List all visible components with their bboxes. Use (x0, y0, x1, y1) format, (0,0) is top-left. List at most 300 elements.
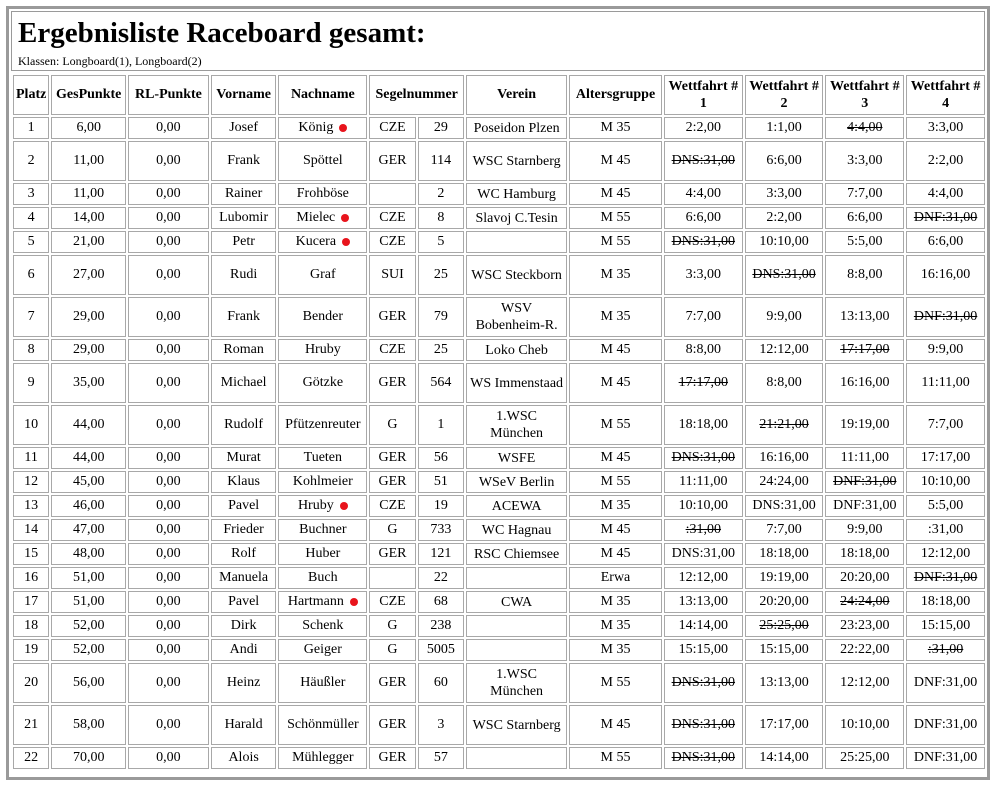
cell-gespunkte (51, 447, 126, 469)
cell-nachname (278, 615, 367, 637)
cell-wettfahrt-3-text: 4:4,00 (847, 120, 883, 135)
cell-wettfahrt-4 (906, 231, 985, 253)
cell-wettfahrt-2 (745, 141, 824, 181)
cell-segelnummer-text: 79 (433, 309, 448, 324)
cell-rl-punkte (128, 747, 209, 769)
cell-rl-punkte (128, 663, 209, 703)
cell-altersgruppe (569, 519, 662, 541)
cell-segelnummer-text: 60 (433, 675, 448, 690)
cell-gespunkte-text: 58,00 (72, 717, 105, 732)
cell-wettfahrt-3-text: 16:16,00 (840, 375, 890, 390)
cell-wettfahrt-2-text: 16:16,00 (759, 450, 809, 465)
cell-gespunkte-text: 29,00 (72, 309, 105, 324)
cell-altersgruppe (569, 495, 662, 517)
cell-altersgruppe-text: M 55 (600, 210, 631, 225)
cell-gespunkte-text: 70,00 (72, 750, 105, 765)
table-row (13, 591, 985, 613)
cell-nation-text: CZE (379, 342, 406, 357)
page-title: Ergebnisliste Raceboard gesamt: (18, 17, 426, 49)
cell-nation (369, 747, 415, 769)
cell-vorname (211, 567, 277, 589)
cell-wettfahrt-2-text: 20:20,00 (759, 594, 809, 609)
cell-platz-text: 22 (24, 750, 39, 765)
cell-wettfahrt-2 (745, 471, 824, 493)
cell-gespunkte (51, 339, 126, 361)
cell-nation (369, 705, 415, 745)
table-row (13, 405, 985, 445)
cell-rl-punkte (128, 705, 209, 745)
cell-gespunkte (51, 663, 126, 703)
cell-segelnummer (418, 447, 464, 469)
cell-verein-text: 1.WSC München (490, 409, 544, 441)
table-row (13, 663, 985, 703)
cell-rl-punkte-text: 0,00 (156, 642, 181, 657)
cell-gespunkte-text: 46,00 (72, 498, 105, 513)
cell-gespunkte (51, 495, 126, 517)
table-row (13, 615, 985, 637)
col-header-rl-punkte: RL-Punkte (128, 75, 209, 115)
cell-vorname (211, 705, 277, 745)
cell-segelnummer (418, 591, 464, 613)
cell-verein (466, 141, 567, 181)
cell-verein (466, 663, 567, 703)
cell-wettfahrt-4 (906, 405, 985, 445)
cell-platz-text: 6 (27, 267, 35, 282)
cell-nation-text: SUI (381, 267, 404, 282)
cell-altersgruppe (569, 405, 662, 445)
cell-verein-text: WS Immenstaad (470, 375, 564, 391)
cell-segelnummer-text: 68 (433, 594, 448, 609)
cell-wettfahrt-1-text: 4:4,00 (685, 186, 722, 201)
cell-nation-text: G (387, 522, 398, 537)
cell-rl-punkte-text: 0,00 (156, 234, 181, 249)
cell-wettfahrt-3-text: 10:10,00 (840, 717, 890, 732)
cell-platz (13, 297, 49, 337)
cell-vorname (211, 117, 277, 139)
cell-gespunkte-text: 52,00 (72, 642, 105, 657)
cell-wettfahrt-1-text: DNS:31,00 (671, 546, 736, 561)
cell-wettfahrt-1-text: :31,00 (685, 522, 722, 537)
col-header-wettfahrt-3: Wettfahrt # 3 (825, 75, 904, 115)
cell-verein-text: Slavoj C.Tesin (475, 210, 558, 226)
cell-altersgruppe-text: M 45 (600, 153, 631, 168)
cell-nation-text: GER (378, 309, 407, 324)
cell-wettfahrt-4-text: 6:6,00 (927, 234, 964, 249)
cell-wettfahrt-2-text: 2:2,00 (766, 210, 802, 225)
cell-wettfahrt-1-text: DNS:31,00 (671, 717, 736, 732)
cell-nachname-text: Schenk (302, 618, 344, 633)
header-row (13, 75, 985, 115)
cell-vorname (211, 255, 277, 295)
cell-segelnummer-text: 733 (430, 522, 452, 537)
cell-wettfahrt-4 (906, 207, 985, 229)
cell-vorname (211, 339, 277, 361)
cell-nachname-text: Hruby (304, 342, 341, 357)
cell-vorname-text: Pavel (228, 594, 260, 609)
cell-rl-punkte (128, 471, 209, 493)
cell-wettfahrt-1 (664, 183, 743, 205)
cell-wettfahrt-2-text: 9:9,00 (766, 309, 802, 324)
cell-nation-text: GER (378, 375, 407, 390)
cell-segelnummer (418, 255, 464, 295)
cell-nachname-text: Kohlmeier (292, 474, 353, 489)
cell-verein (466, 405, 567, 445)
cell-segelnummer-text: 8 (437, 210, 445, 225)
cell-nachname (278, 471, 367, 493)
cell-rl-punkte (128, 447, 209, 469)
cell-platz (13, 567, 49, 589)
results-frame (6, 6, 990, 780)
cell-vorname (211, 297, 277, 337)
cell-verein (466, 639, 567, 661)
cell-vorname (211, 183, 277, 205)
cell-nachname (278, 183, 367, 205)
cell-altersgruppe-text: M 35 (600, 309, 631, 324)
cell-altersgruppe (569, 567, 662, 589)
cell-nachname-text: Hruby (297, 498, 334, 513)
cell-wettfahrt-1-text: 3:3,00 (685, 267, 722, 282)
cell-platz-text: 14 (24, 522, 39, 537)
cell-altersgruppe (569, 447, 662, 469)
cell-wettfahrt-2 (745, 363, 824, 403)
cell-platz (13, 255, 49, 295)
cell-wettfahrt-4 (906, 705, 985, 745)
cell-platz-text: 17 (24, 594, 39, 609)
cell-nachname (278, 255, 367, 295)
cell-altersgruppe (569, 141, 662, 181)
cell-vorname (211, 471, 277, 493)
cell-wettfahrt-1-text: DNS:31,00 (671, 675, 736, 690)
cell-segelnummer (418, 363, 464, 403)
cell-segelnummer (418, 705, 464, 745)
cell-segelnummer-text: 564 (430, 375, 452, 390)
cell-gespunkte-text: 44,00 (72, 417, 105, 432)
col-header-segelnummer: Segelnummer (369, 75, 464, 115)
cell-nation-text: GER (378, 546, 407, 561)
cell-verein (466, 339, 567, 361)
cell-altersgruppe-text: M 55 (600, 750, 631, 765)
cell-altersgruppe (569, 705, 662, 745)
cell-nation (369, 231, 415, 253)
cell-wettfahrt-4-text: 16:16,00 (920, 267, 971, 282)
cell-nachname-text: Buch (308, 570, 338, 585)
cell-rl-punkte (128, 141, 209, 181)
cell-wettfahrt-1 (664, 255, 743, 295)
cell-rl-punkte-text: 0,00 (156, 750, 181, 765)
cell-nachname (278, 639, 367, 661)
cell-wettfahrt-2 (745, 705, 824, 745)
cell-wettfahrt-4-text: 11:11,00 (921, 375, 970, 390)
cell-segelnummer (418, 663, 464, 703)
marker-dot-icon (339, 124, 347, 132)
cell-rl-punkte-text: 0,00 (156, 498, 181, 513)
col-header-platz: Platz (13, 75, 49, 115)
cell-platz-text: 8 (27, 342, 35, 357)
cell-wettfahrt-1-text: DNS:31,00 (671, 153, 736, 168)
cell-wettfahrt-1-text: DNS:31,00 (671, 450, 736, 465)
cell-segelnummer (418, 141, 464, 181)
cell-gespunkte-text: 35,00 (72, 375, 105, 390)
cell-gespunkte (51, 747, 126, 769)
cell-gespunkte-text: 51,00 (72, 594, 105, 609)
cell-nachname-text: Kucera (295, 234, 337, 249)
cell-verein-text: WSC Starnberg (472, 153, 561, 169)
cell-wettfahrt-1-text: 18:18,00 (678, 417, 729, 432)
cell-vorname (211, 231, 277, 253)
cell-verein-text: CWA (501, 594, 533, 610)
cell-wettfahrt-3 (825, 447, 904, 469)
cell-platz (13, 141, 49, 181)
cell-verein-text: WSV Bobenheim-R. (475, 301, 558, 333)
col-header-wettfahrt-2: Wettfahrt # 2 (745, 75, 824, 115)
cell-nachname-text: Geiger (303, 642, 342, 657)
cell-gespunkte-text: 21,00 (72, 234, 105, 249)
cell-verein-text: WC Hamburg (477, 186, 556, 202)
cell-rl-punkte (128, 207, 209, 229)
cell-wettfahrt-3-text: 9:9,00 (847, 522, 883, 537)
cell-segelnummer-text: 51 (433, 474, 448, 489)
cell-gespunkte (51, 297, 126, 337)
cell-nachname (278, 231, 367, 253)
cell-nation-text: CZE (379, 234, 406, 249)
cell-wettfahrt-2-text: 6:6,00 (766, 153, 802, 168)
cell-nachname (278, 363, 367, 403)
cell-wettfahrt-3 (825, 615, 904, 637)
cell-wettfahrt-3-text: 18:18,00 (840, 546, 890, 561)
cell-nachname-text: Mielec (296, 210, 336, 225)
cell-nachname (278, 297, 367, 337)
cell-vorname-text: Lubomir (219, 210, 269, 225)
cell-nachname-text: König (298, 120, 334, 135)
cell-vorname (211, 363, 277, 403)
cell-vorname (211, 495, 277, 517)
cell-altersgruppe (569, 543, 662, 565)
cell-wettfahrt-4 (906, 495, 985, 517)
cell-wettfahrt-4-text: :31,00 (927, 522, 964, 537)
cell-wettfahrt-1 (664, 297, 743, 337)
cell-wettfahrt-4 (906, 519, 985, 541)
cell-vorname (211, 639, 277, 661)
cell-segelnummer-text: 25 (433, 342, 448, 357)
cell-altersgruppe (569, 591, 662, 613)
table-row (13, 567, 985, 589)
cell-nation-text: GER (378, 750, 407, 765)
cell-nation (369, 615, 415, 637)
cell-rl-punkte (128, 519, 209, 541)
cell-verein (466, 471, 567, 493)
cell-platz-text: 7 (27, 309, 35, 324)
cell-wettfahrt-2 (745, 405, 824, 445)
cell-wettfahrt-2-text: 10:10,00 (759, 234, 809, 249)
cell-nation-text: GER (378, 153, 407, 168)
cell-platz-text: 4 (27, 210, 35, 225)
cell-altersgruppe-text: Erwa (600, 570, 631, 585)
cell-platz (13, 231, 49, 253)
cell-nation (369, 639, 415, 661)
cell-wettfahrt-2 (745, 447, 824, 469)
cell-wettfahrt-1-text: 13:13,00 (678, 594, 729, 609)
cell-wettfahrt-1 (664, 705, 743, 745)
table-row (13, 747, 985, 769)
cell-wettfahrt-2-text: 19:19,00 (759, 570, 809, 585)
cell-gespunkte-text: 47,00 (72, 522, 105, 537)
cell-segelnummer-text: 3 (437, 717, 445, 732)
cell-segelnummer-text: 121 (430, 546, 452, 561)
cell-wettfahrt-2 (745, 543, 824, 565)
cell-platz (13, 183, 49, 205)
cell-wettfahrt-3 (825, 297, 904, 337)
cell-segelnummer (418, 519, 464, 541)
cell-nation (369, 339, 415, 361)
cell-nation (369, 207, 415, 229)
cell-wettfahrt-3 (825, 255, 904, 295)
cell-wettfahrt-4-text: 10:10,00 (920, 474, 971, 489)
cell-segelnummer-text: 29 (433, 120, 448, 135)
cell-nation-text: G (387, 642, 398, 657)
cell-nachname (278, 339, 367, 361)
cell-nation-text: CZE (379, 594, 406, 609)
cell-wettfahrt-4-text: 4:4,00 (927, 186, 964, 201)
cell-wettfahrt-3-text: 11:11,00 (840, 450, 889, 465)
cell-altersgruppe-text: M 35 (600, 642, 631, 657)
cell-verein-text: Poseidon Plzen (473, 120, 560, 136)
cell-wettfahrt-1-text: 11:11,00 (679, 474, 728, 489)
cell-wettfahrt-2 (745, 567, 824, 589)
table-row (13, 207, 985, 229)
cell-nachname-text: Schönmüller (287, 717, 359, 732)
cell-wettfahrt-3 (825, 363, 904, 403)
cell-platz (13, 471, 49, 493)
cell-nation (369, 663, 415, 703)
cell-wettfahrt-3-text: 22:22,00 (840, 642, 890, 657)
cell-verein (466, 495, 567, 517)
cell-vorname-text: Roman (223, 342, 264, 357)
cell-wettfahrt-2 (745, 495, 824, 517)
marker-dot-icon (340, 502, 348, 510)
cell-wettfahrt-2 (745, 255, 824, 295)
cell-wettfahrt-3 (825, 639, 904, 661)
cell-nachname-text: Mühlegger (292, 750, 354, 765)
cell-wettfahrt-4 (906, 447, 985, 469)
cell-segelnummer (418, 405, 464, 445)
table-row (13, 363, 985, 403)
cell-altersgruppe-text: M 35 (600, 267, 631, 282)
cell-wettfahrt-2-text: DNS:31,00 (752, 498, 816, 513)
cell-altersgruppe-text: M 35 (600, 120, 631, 135)
cell-verein (466, 591, 567, 613)
cell-rl-punkte-text: 0,00 (156, 342, 181, 357)
cell-altersgruppe (569, 639, 662, 661)
cell-wettfahrt-1 (664, 447, 743, 469)
cell-wettfahrt-4 (906, 117, 985, 139)
cell-nachname-text: Häußler (300, 675, 346, 690)
cell-platz-text: 19 (24, 642, 39, 657)
cell-vorname-text: Frieder (223, 522, 264, 537)
cell-verein (466, 363, 567, 403)
cell-segelnummer (418, 495, 464, 517)
marker-dot-icon (341, 214, 349, 222)
cell-gespunkte (51, 567, 126, 589)
cell-wettfahrt-4-text: 5:5,00 (927, 498, 964, 513)
cell-wettfahrt-2 (745, 615, 824, 637)
cell-gespunkte (51, 705, 126, 745)
cell-gespunkte-text: 45,00 (72, 474, 105, 489)
cell-nation (369, 471, 415, 493)
col-header-wettfahrt-1: Wettfahrt # 1 (664, 75, 743, 115)
cell-rl-punkte (128, 543, 209, 565)
cell-wettfahrt-4-text: 2:2,00 (927, 153, 964, 168)
cell-wettfahrt-4 (906, 663, 985, 703)
cell-wettfahrt-1 (664, 471, 743, 493)
cell-wettfahrt-2 (745, 639, 824, 661)
cell-nachname-text: Graf (310, 267, 336, 282)
cell-vorname-text: Alois (228, 750, 259, 765)
cell-altersgruppe-text: M 55 (600, 234, 631, 249)
cell-nachname-text: Pfützenreuter (285, 417, 361, 432)
cell-verein (466, 183, 567, 205)
col-header-vorname: Vorname (211, 75, 277, 115)
cell-wettfahrt-3 (825, 705, 904, 745)
cell-verein (466, 519, 567, 541)
cell-wettfahrt-3-text: 5:5,00 (847, 234, 883, 249)
marker-dot-icon (342, 238, 350, 246)
cell-wettfahrt-1 (664, 543, 743, 565)
cell-wettfahrt-3 (825, 495, 904, 517)
cell-rl-punkte-text: 0,00 (156, 417, 181, 432)
cell-altersgruppe (569, 183, 662, 205)
cell-wettfahrt-4 (906, 543, 985, 565)
cell-vorname (211, 405, 277, 445)
cell-gespunkte-text: 56,00 (72, 675, 105, 690)
cell-nation (369, 297, 415, 337)
cell-platz (13, 705, 49, 745)
cell-verein-text: WSC Starnberg (472, 717, 561, 733)
cell-wettfahrt-3-text: 20:20,00 (840, 570, 890, 585)
header-box (11, 11, 985, 71)
cell-wettfahrt-4-text: 3:3,00 (927, 120, 964, 135)
cell-vorname-text: Andi (229, 642, 258, 657)
cell-rl-punkte (128, 231, 209, 253)
cell-altersgruppe (569, 471, 662, 493)
cell-verein-text: Loko Cheb (485, 342, 548, 358)
cell-wettfahrt-4-text: 18:18,00 (920, 594, 971, 609)
cell-nachname (278, 117, 367, 139)
cell-wettfahrt-4-text: DNF:31,00 (913, 570, 978, 585)
cell-wettfahrt-2-text: 15:15,00 (759, 642, 809, 657)
cell-wettfahrt-4-text: DNF:31,00 (913, 675, 978, 690)
cell-nachname-text: Bender (302, 309, 344, 324)
cell-wettfahrt-1 (664, 141, 743, 181)
cell-gespunkte (51, 117, 126, 139)
cell-nachname (278, 747, 367, 769)
cell-platz-text: 20 (24, 675, 39, 690)
cell-platz (13, 363, 49, 403)
cell-nachname-text: Götzke (302, 375, 344, 390)
cell-nation (369, 117, 415, 139)
cell-wettfahrt-4 (906, 183, 985, 205)
table-row (13, 117, 985, 139)
cell-wettfahrt-4 (906, 747, 985, 769)
cell-wettfahrt-3-text: DNF:31,00 (833, 474, 897, 489)
cell-wettfahrt-1-text: 7:7,00 (685, 309, 722, 324)
cell-vorname (211, 141, 277, 181)
cell-wettfahrt-2-text: 13:13,00 (759, 675, 809, 690)
cell-wettfahrt-2-text: 24:24,00 (759, 474, 809, 489)
cell-gespunkte-text: 29,00 (72, 342, 105, 357)
cell-wettfahrt-4-text: DNF:31,00 (913, 717, 978, 732)
cell-wettfahrt-3 (825, 207, 904, 229)
cell-wettfahrt-1 (664, 567, 743, 589)
